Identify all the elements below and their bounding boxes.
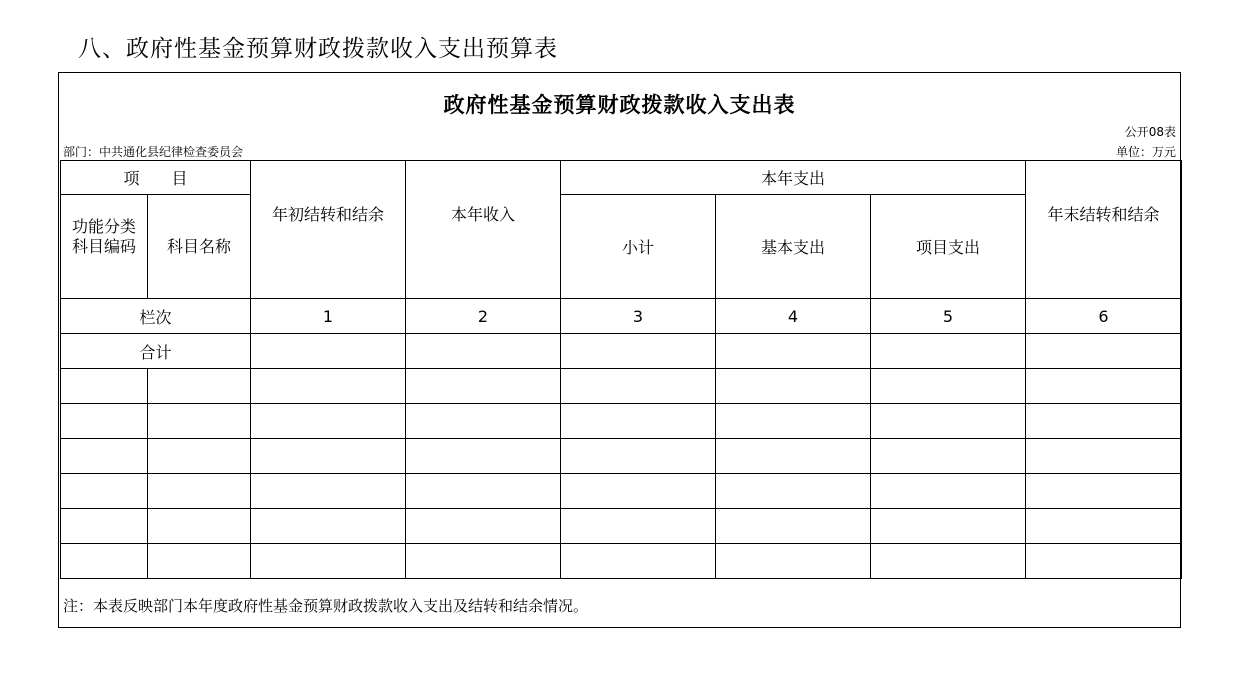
total-label: 合计 (61, 334, 251, 369)
table-cell (871, 544, 1026, 579)
table-cell (148, 509, 251, 544)
column-number-3: 3 (561, 299, 716, 334)
column-number-1: 1 (251, 299, 406, 334)
header-project-expense: 项目支出 (871, 195, 1026, 299)
table-cell (561, 369, 716, 404)
header-func-code-label: 功能分类 科目编码 (71, 216, 136, 256)
table-row (61, 509, 1182, 544)
table-cell (716, 544, 871, 579)
table-cell (561, 509, 716, 544)
table-cell (1026, 369, 1182, 404)
table-note: 注：本表反映部门本年度政府性基金预算财政拨款收入支出及结转和结余情况。 (63, 597, 589, 615)
table-cell (148, 439, 251, 474)
table-cell (1026, 509, 1182, 544)
column-number-4: 4 (716, 299, 871, 334)
total-cell (871, 334, 1026, 369)
header-opening-balance-label: 年初结转和结余 (272, 204, 385, 224)
table-cell (251, 474, 406, 509)
form-code: 公开08表 (1124, 125, 1176, 139)
table-cell (406, 509, 561, 544)
table-cell (716, 369, 871, 404)
department-label: 部门：中共通化县纪律检查委员会 (63, 145, 244, 159)
header-current-expense: 本年支出 (561, 161, 1026, 195)
column-number-5: 5 (871, 299, 1026, 334)
table-cell (561, 544, 716, 579)
table-cell (251, 544, 406, 579)
total-cell (1026, 334, 1182, 369)
table-cell (561, 404, 716, 439)
page-heading: 八、政府性基金预算财政拨款收入支出预算表 (78, 36, 558, 62)
table-cell (61, 369, 148, 404)
column-index-label: 栏次 (61, 299, 251, 334)
table-cell (61, 509, 148, 544)
table-cell (561, 439, 716, 474)
total-cell (561, 334, 716, 369)
table-cell (148, 474, 251, 509)
table-cell (406, 439, 561, 474)
table-cell (1026, 474, 1182, 509)
table-cell (871, 509, 1026, 544)
table-cell (716, 474, 871, 509)
table-cell (251, 509, 406, 544)
header-current-income (406, 161, 561, 299)
table-cell (716, 404, 871, 439)
header-subtotal: 小计 (561, 195, 716, 299)
table-cell (871, 439, 1026, 474)
table-cell (148, 404, 251, 439)
header-subject-name (148, 195, 251, 299)
total-cell (716, 334, 871, 369)
header-func-code (61, 195, 148, 299)
header-item: 项 目 (61, 161, 251, 195)
table-cell (148, 369, 251, 404)
table-cell (251, 404, 406, 439)
table-cell (406, 369, 561, 404)
table-cell (406, 544, 561, 579)
table-cell (251, 369, 406, 404)
table-cell (406, 404, 561, 439)
header-current-income-label: 本年收入 (451, 204, 516, 224)
unit-label: 单位：万元 (1115, 145, 1176, 159)
table-cell (871, 369, 1026, 404)
column-number-6: 6 (1026, 299, 1182, 334)
header-opening-balance (251, 161, 406, 299)
table-row (61, 544, 1182, 579)
total-cell (406, 334, 561, 369)
table-cell (251, 439, 406, 474)
header-basic-expense: 基本支出 (716, 195, 871, 299)
table-cell (61, 544, 148, 579)
budget-table-frame (58, 72, 1181, 628)
column-number-2: 2 (406, 299, 561, 334)
table-cell (871, 474, 1026, 509)
table-row (61, 369, 1182, 404)
table-cell (871, 404, 1026, 439)
table-cell (1026, 544, 1182, 579)
table-cell (406, 474, 561, 509)
header-closing-balance-label: 年末结转和结余 (1047, 204, 1160, 224)
table-row (61, 404, 1182, 439)
table-cell (716, 439, 871, 474)
header-closing-balance (1026, 161, 1182, 299)
budget-table (60, 160, 1182, 579)
table-cell (61, 404, 148, 439)
table-row (61, 474, 1182, 509)
table-title: 政府性基金预算财政拨款收入支出表 (443, 92, 796, 117)
table-cell (61, 439, 148, 474)
table-cell (561, 474, 716, 509)
table-cell (716, 509, 871, 544)
table-row (61, 439, 1182, 474)
total-cell (251, 334, 406, 369)
table-cell (148, 544, 251, 579)
header-subject-name-label: 科目名称 (167, 236, 232, 256)
table-cell (61, 474, 148, 509)
table-cell (1026, 439, 1182, 474)
table-cell (1026, 404, 1182, 439)
